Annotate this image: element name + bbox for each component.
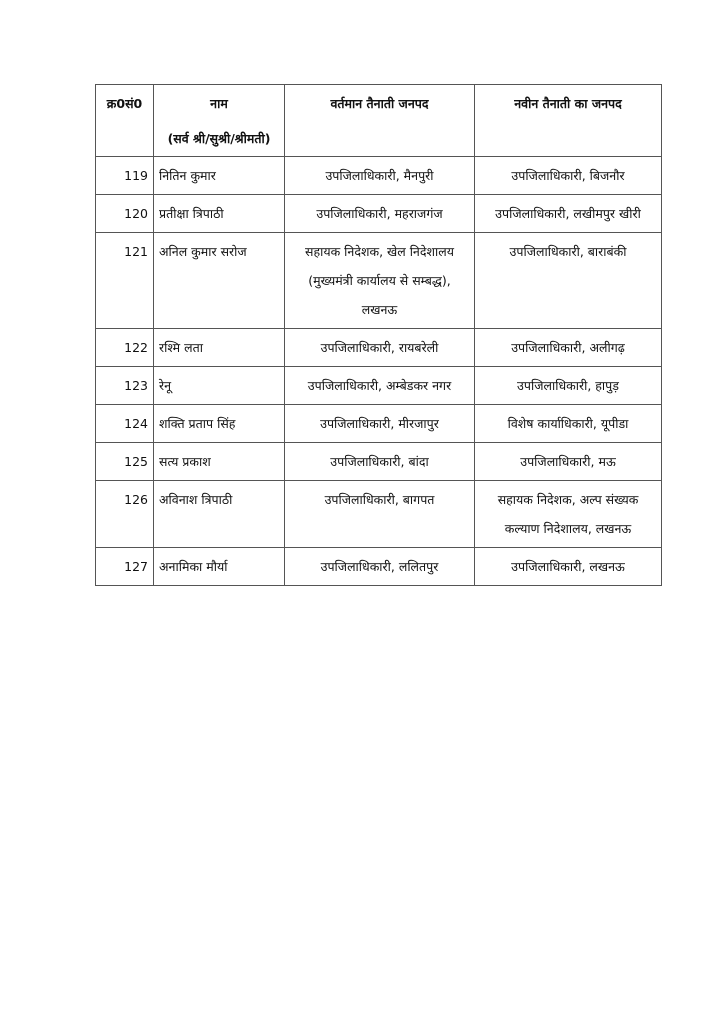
table-row	[96, 548, 662, 586]
cell-new-posting: विशेष कार्याधिकारी, यूपीडा	[475, 405, 662, 443]
header-name	[154, 85, 285, 157]
cell-serial: 119	[96, 157, 154, 195]
cell-current-posting: उपजिलाधिकारी, ललितपुर	[285, 548, 475, 586]
cell-name: सत्य प्रकाश	[154, 443, 285, 481]
header-serial: क्र0सं0	[96, 85, 154, 157]
cell-name: प्रतीक्षा त्रिपाठी	[154, 195, 285, 233]
cell-serial: 125	[96, 443, 154, 481]
cell-serial: 123	[96, 367, 154, 405]
header-name-sub: (सर्व श्री/सुश्री/श्रीमती)	[167, 131, 271, 146]
cell-serial: 127	[96, 548, 154, 586]
table-row	[96, 233, 662, 329]
cell-current-posting: उपजिलाधिकारी, मैनपुरी	[285, 157, 475, 195]
cell-new-posting: उपजिलाधिकारी, अलीगढ़	[475, 329, 662, 367]
transfer-table	[95, 84, 662, 586]
table-row	[96, 367, 662, 405]
cell-serial: 121	[96, 233, 154, 329]
cell-name: शक्ति प्रताप सिंह	[154, 405, 285, 443]
cell-name: अनिल कुमार सरोज	[154, 233, 285, 329]
cell-current-posting: उपजिलाधिकारी, अम्बेडकर नगर	[285, 367, 475, 405]
cell-current-posting: उपजिलाधिकारी, बांदा	[285, 443, 475, 481]
cell-new-posting: उपजिलाधिकारी, बिजनौर	[475, 157, 662, 195]
cell-current-posting: उपजिलाधिकारी, बागपत	[285, 481, 475, 548]
table-row	[96, 405, 662, 443]
header-current-posting: वर्तमान तैनाती जनपद	[285, 85, 475, 157]
cell-name: रश्मि लता	[154, 329, 285, 367]
table-row	[96, 443, 662, 481]
cell-new-posting: उपजिलाधिकारी, बाराबंकी	[475, 233, 662, 329]
table-row	[96, 481, 662, 548]
cell-name: अनामिका मौर्या	[154, 548, 285, 586]
cell-new-posting: उपजिलाधिकारी, लखनऊ	[475, 548, 662, 586]
cell-current-posting: उपजिलाधिकारी, मीरजापुर	[285, 405, 475, 443]
cell-new-posting: उपजिलाधिकारी, मऊ	[475, 443, 662, 481]
cell-name: अविनाश त्रिपाठी	[154, 481, 285, 548]
table-row	[96, 195, 662, 233]
header-row	[96, 85, 662, 157]
cell-current-posting: उपजिलाधिकारी, रायबरेली	[285, 329, 475, 367]
cell-name: रेनू	[154, 367, 285, 405]
table-row	[96, 329, 662, 367]
cell-serial: 124	[96, 405, 154, 443]
cell-serial: 120	[96, 195, 154, 233]
cell-serial: 126	[96, 481, 154, 548]
cell-new-posting: उपजिलाधिकारी, हापुड़	[475, 367, 662, 405]
cell-current-posting: सहायक निदेशक, खेल निदेशालय (मुख्यमंत्री कार्यालय से सम्बद्ध), लखनऊ	[285, 233, 475, 329]
cell-current-posting: उपजिलाधिकारी, महराजगंज	[285, 195, 475, 233]
cell-new-posting: सहायक निदेशक, अल्प संख्यक कल्याण निदेशालय, लखनऊ	[475, 481, 662, 548]
header-new-posting: नवीन तैनाती का जनपद	[475, 85, 662, 157]
table-body	[96, 157, 662, 586]
cell-name: नितिन कुमार	[154, 157, 285, 195]
header-name-label: नाम	[210, 96, 228, 111]
cell-new-posting: उपजिलाधिकारी, लखीमपुर खीरी	[475, 195, 662, 233]
table-row	[96, 157, 662, 195]
cell-serial: 122	[96, 329, 154, 367]
